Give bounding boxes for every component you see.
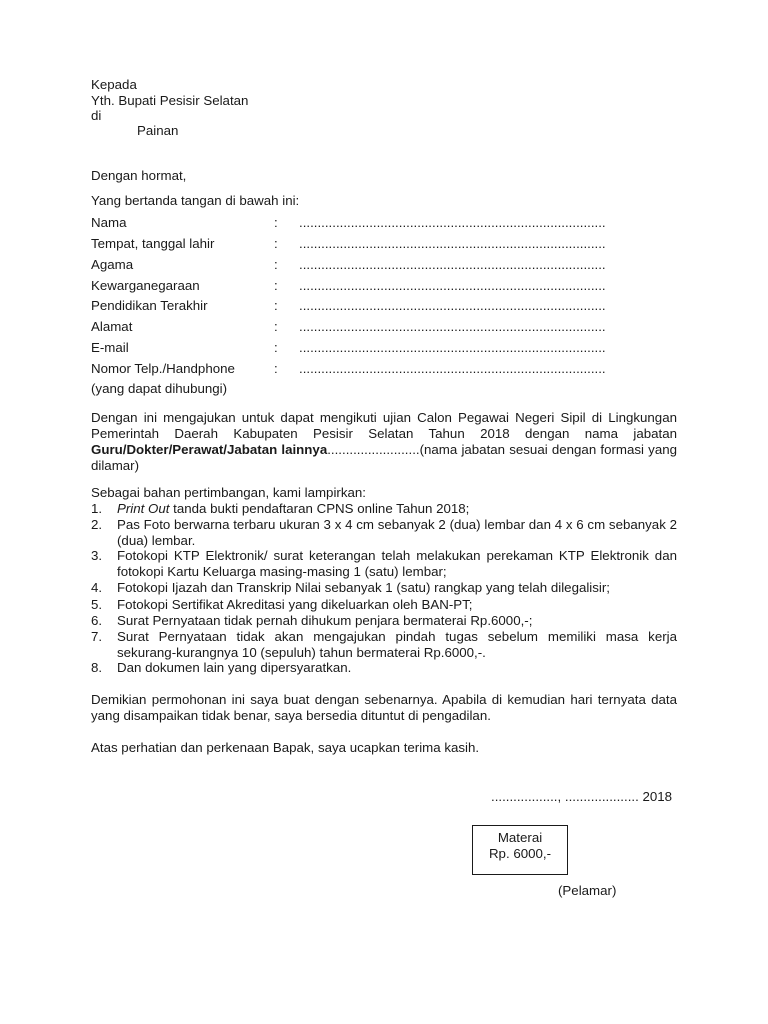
form-label: Nama (91, 215, 127, 230)
list-text: Dan dokumen lain yang dipersyaratkan. (117, 660, 352, 675)
form-label: E-mail (91, 340, 129, 355)
list-text-rest: tanda bukti pendaftaran CPNS online Tahun 2018; (169, 501, 470, 516)
form-colon: : (274, 340, 278, 355)
list-text: Fotokopi KTP Elektronik/ surat keterangan telah melakukan perekaman KTP Elektronik dan fotokopi Kartu Keluarga masing-masing 1 (satu) lembar; (117, 548, 677, 579)
list-text: Surat Pernyataan tidak pernah dihukum penjara bermaterai Rp.6000,-; (117, 613, 533, 628)
list-text: Pas Foto berwarna terbaru ukuran 3 x 4 cm sebanyak 2 (dua) lembar dan 4 x 6 cm sebanyak 2 (dua) lembar. (117, 517, 677, 548)
form-fill-line: ................................................................................... (299, 257, 606, 272)
form-fill-line: ................................................................................... (299, 215, 606, 230)
form-colon: : (274, 361, 278, 376)
greeting: Dengan hormat, (91, 168, 187, 183)
address-city: Painan (137, 123, 179, 138)
form-fill-line: ................................................................................... (299, 340, 606, 355)
form-label: Alamat (91, 319, 133, 334)
form-note: (yang dapat dihubungi) (91, 381, 228, 396)
form-colon: : (274, 236, 278, 251)
stamp-amount: Rp. 6000,- (488, 846, 552, 861)
form-label: Tempat, tanggal lahir (91, 236, 215, 251)
form-fill-line: ................................................................................... (299, 236, 606, 251)
request-paragraph (91, 410, 677, 474)
list-text-italic: Print Out (117, 501, 170, 516)
list-number: 8. (91, 660, 103, 675)
list-text: Fotokopi Ijazah dan Transkrip Nilai sebanyak 1 (satu) rangkap yang telah dilegalisir; (117, 580, 610, 595)
intro-text: Yang bertanda tangan di bawah ini: (91, 193, 300, 208)
list-number: 4. (91, 580, 103, 595)
stamp-label: Materai (497, 830, 543, 845)
form-label: Pendidikan Terakhir (91, 298, 208, 313)
form-fill-line: ................................................................................... (299, 361, 606, 376)
list-number: 3. (91, 548, 103, 563)
materai-stamp-box (472, 825, 568, 875)
request-text-after: .........................(nama jabatan sesuai dengan formasi yang dilamar) (91, 442, 678, 473)
form-fill-line: ................................................................................... (299, 298, 606, 313)
form-label: Nomor Telp./Handphone (91, 361, 235, 376)
place-date: .................., .................... 2018 (491, 789, 673, 804)
address-recipient: Yth. Bupati Pesisir Selatan (91, 93, 249, 108)
address-at: di (91, 108, 102, 123)
list-number: 6. (91, 613, 103, 628)
form-colon: : (274, 278, 278, 293)
list-number: 2. (91, 517, 103, 532)
form-colon: : (274, 298, 278, 313)
form-fill-line: ................................................................................... (299, 319, 606, 334)
form-colon: : (274, 215, 278, 230)
request-text-before: Dengan ini mengajukan untuk dapat mengikuti ujian Calon Pegawai Negeri Sipil di Lingkungan Pemerintah Daerah Kabupaten Pesisir Selatan Tahun 2018 dengan nama jabatan (91, 410, 677, 441)
list-number: 5. (91, 597, 103, 612)
request-positions: Guru/Dokter/Perawat/Jabatan lainnya (91, 442, 328, 457)
list-number: 1. (91, 501, 103, 516)
form-label: Agama (91, 257, 134, 272)
attachments-intro: Sebagai bahan pertimbangan, kami lampirkan: (91, 485, 366, 500)
form-label: Kewarganegaraan (91, 278, 200, 293)
form-colon: : (274, 319, 278, 334)
form-fill-line: ................................................................................... (299, 278, 606, 293)
list-text: Surat Pernyataan tidak akan mengajukan pindah tugas sebelum memiliki masa kerja sekurang-kurangnya 10 (sepuluh) tahun bermaterai Rp.6000,-. (117, 629, 677, 660)
list-number: 7. (91, 629, 103, 644)
list-text (117, 501, 677, 517)
address-to: Kepada (91, 77, 137, 92)
closing-statement: Demikian permohonan ini saya buat dengan sebenarnya. Apabila di kemudian hari ternyata data yang disampaikan tidak benar, saya bersedia dituntut di pengadilan. (91, 692, 677, 723)
signer-role: (Pelamar) (558, 883, 617, 898)
form-colon: : (274, 257, 278, 272)
closing-thanks: Atas perhatian dan perkenaan Bapak, saya ucapkan terima kasih. (91, 740, 480, 755)
list-text: Fotokopi Sertifikat Akreditasi yang dikeluarkan oleh BAN-PT; (117, 597, 473, 612)
